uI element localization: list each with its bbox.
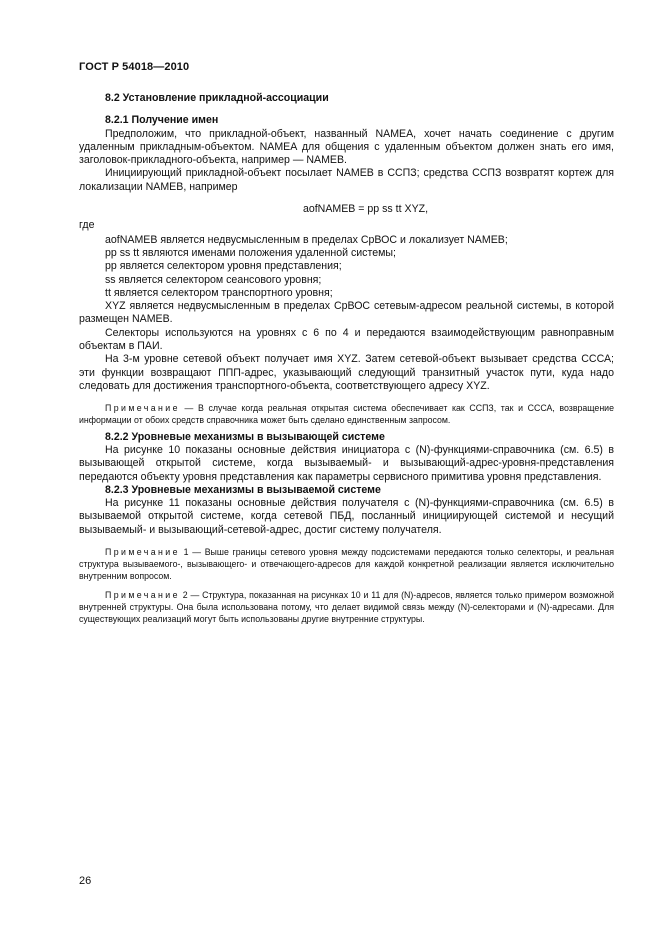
section-heading-8-2: 8.2 Установление прикладной-ассоциации <box>105 92 329 104</box>
note <box>79 546 614 583</box>
note-label: Примечание <box>105 403 180 414</box>
note-label: Примечание <box>105 547 180 558</box>
section-heading-8-2-3: 8.2.3 Уровневые механизмы в вызываемой системе <box>105 483 381 496</box>
definition-item: pp ss tt являются именами положения удаленной системы; <box>105 246 396 259</box>
definition-item: ss является селектором сеансового уровня; <box>105 273 322 286</box>
definition-item: pp является селектором уровня представления; <box>105 260 342 273</box>
paragraph: На рисунке 11 показаны основные действия получателя с (N)-функциями-справочника (см. 6.5) в вызываемой открытой системе, когда сетевой ПБД, посланный инициирующей системой и несущий вызываемый- и вызывающий-сетевой-адрес, достиг систему получателя. <box>79 497 614 536</box>
paragraph: На 3-м уровне сетевой объект получает имя XYZ. Затем сетевой-объект вызывает средства СССА; эти функции возвращают ППП-адрес, указывающий следующий транзитный участок пути, куда надо следовать для достижения транспортного-объекта, соответствующего адресу XYZ. <box>79 353 614 392</box>
note-text: 1 — Выше границы сетевого уровня между подсистемами передаются только селекторы, и реальная структура вызываемого-, вызывающего- и отвечающего-адресов для каждой конкретной реализации является исключительно внутренним вопросом. <box>79 547 614 582</box>
paragraph: Инициирующий прикладной-объект посылает NAMEB в ССПЗ; средства ССПЗ возвратят кортеж для локализации NAMEB, например <box>79 167 614 193</box>
note-text: 2 — Структура, показанная на рисунках 10 и 11 для (N)-адресов, является только примером возможной внутренней структуры. Она была использована потому, что делает видимой связь между (N)-селекторами и (N)-адресами. Для существующих реализаций могут быть использованы другие внутренние структуры. <box>79 589 614 625</box>
paragraph: Селекторы используются на уровнях с 6 по 4 и передаются взаимодействующим равноправным объектам в ПАИ. <box>79 326 614 353</box>
note-label: Примечание <box>105 589 180 600</box>
formula: aofNAMEB = pp ss tt XYZ, <box>302 203 429 216</box>
page-number: 26 <box>79 875 92 887</box>
document-header: ГОСТ Р 54018—2010 <box>79 61 190 73</box>
definition-item: aofNAMEB является недвусмысленным в пределах СрВОС и локализует NAMEB; <box>105 233 508 246</box>
paragraph: Предположим, что прикладной-объект, названный NAMEA, хочет начать соединение с другим удаленным прикладным-объектом. NAMEA для общения с удаленным объектом должен знать его имя, заголовок-прикладного-объекта, например — NAMEB. <box>79 127 614 167</box>
section-heading-8-2-2: 8.2.2 Уровневые механизмы в вызывающей системе <box>105 430 385 443</box>
paragraph: На рисунке 10 показаны основные действия инициатора с (N)-функциями-справочника (см. 6.5) в вызывающей открытой системе, когда вызываемый- и вызывающий-адрес-уровня-представления передаются объекту уровня представления как параметры сервисного примитива уровня представления. <box>79 443 614 483</box>
page-body <box>79 92 614 625</box>
note <box>79 402 614 426</box>
section-heading-8-2-1: 8.2.1 Получение имен <box>105 114 219 127</box>
definition-item: XYZ является недвусмысленным в пределах СрВОС сетевым-адресом реальной системы, в которой размещен NAMEB. <box>79 300 614 326</box>
note-text: — В случае когда реальная открытая система обеспечивает как ССПЗ, так и СССА, возвращение информации от обоих средств справочника может быть сделано единственным запросом. <box>79 403 614 426</box>
note <box>79 589 614 626</box>
where-label: где <box>79 219 95 232</box>
definition-item: tt является селектором транспортного уровня; <box>105 286 333 299</box>
